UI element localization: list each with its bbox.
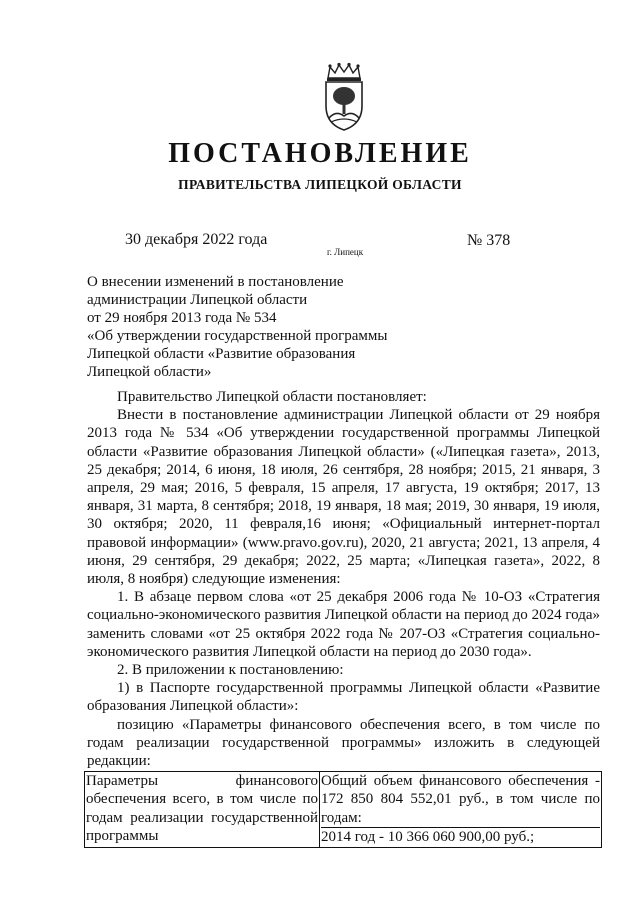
body-paragraph: 1) в Паспорте государственной программы Липецкой области «Развитие образования Липецкой области»: (87, 680, 600, 715)
body-paragraph: 2. В приложении к постановлению: (117, 662, 344, 679)
body-paragraph: 1. В абзаце первом слова «от 25 декабря 2006 года № 10-ОЗ «Стратегия социально-экономического развития Липецкой области на период до 2024 года» заменить словами «от 25 октября 2022 года № 207-ОЗ «Стратегия социально-экономического развития Липецкой области на период до 2030 года». (87, 589, 600, 660)
document-number: № 378 (467, 232, 511, 249)
document-title: ПОСТАНОВЛЕНИЕ (168, 138, 472, 169)
document-date: 30 декабря 2022 года (125, 231, 268, 248)
table-row (85, 772, 602, 848)
subject-line: Липецкой области» (87, 364, 212, 380)
table-cell-parameter: Параметры финансового обеспечения всего, в том числе по годам реализации государственной программы (85, 772, 320, 848)
subject-line: О внесении изменений в постановление (87, 274, 344, 290)
financing-table (84, 771, 602, 848)
document-issuer: ПРАВИТЕЛЬСТВА ЛИПЕЦКОЙ ОБЛАСТИ (178, 177, 462, 192)
subject-line: администрации Липецкой области (87, 292, 308, 308)
table-cell-value (320, 772, 602, 848)
body-paragraph: Правительство Липецкой области постановляет: (117, 389, 427, 405)
document-city: г. Липецк (327, 247, 364, 257)
body-paragraph: позицию «Параметры финансового обеспечения всего, в том числе по годам реализации государственной программы» изложить в следующей редакции: (87, 716, 600, 770)
body-paragraph: Внести в постановление администрации Липецкой области от 29 ноября 2013 года № 534 «Об утверждении государственной программы Липецкой области «Развитие образования Липецкой области» («Липецкая газета», 2013, 25 декабря; 2014, 6 июня, 18 июля, 26 сентября, 28 ноября; 2015, 21 января, 3 апреля, 29 мая; 2016, 5 февраля, 15 апреля, 17 августа, 19 октября; 2017, 13 января, 31 марта, 8 сентября; 2018, 19 января, 18 мая; 2019, 30 января, 19 июля, 30 октября; 2020, 11 февраля,16 июня; «Официальный интернет-портал правовой информации» (www.pravo.gov.ru), 2020, 21 августа; 2021, 13 апреля, 4 июня, 29 сентября, 29 декабря; 2022, 25 марта; «Липецкая газета», 2022, 8 июля, 8 ноября) следующие изменения: (87, 407, 600, 588)
document-subject (87, 273, 447, 381)
subject-line: «Об утверждении государственной программы (87, 328, 388, 344)
coat-of-arms-icon (318, 62, 370, 132)
subject-line: от 29 ноября 2013 года № 534 (87, 310, 277, 326)
document-body (87, 388, 600, 770)
subject-line: Липецкой области «Развитие образования (87, 346, 356, 362)
table-value-2014: 2014 год - 10 366 060 900,00 руб.; (321, 827, 600, 846)
table-value-total: Общий объем финансового обеспечения - 172 850 804 552,01 руб., в том числе по годам: (321, 773, 600, 826)
